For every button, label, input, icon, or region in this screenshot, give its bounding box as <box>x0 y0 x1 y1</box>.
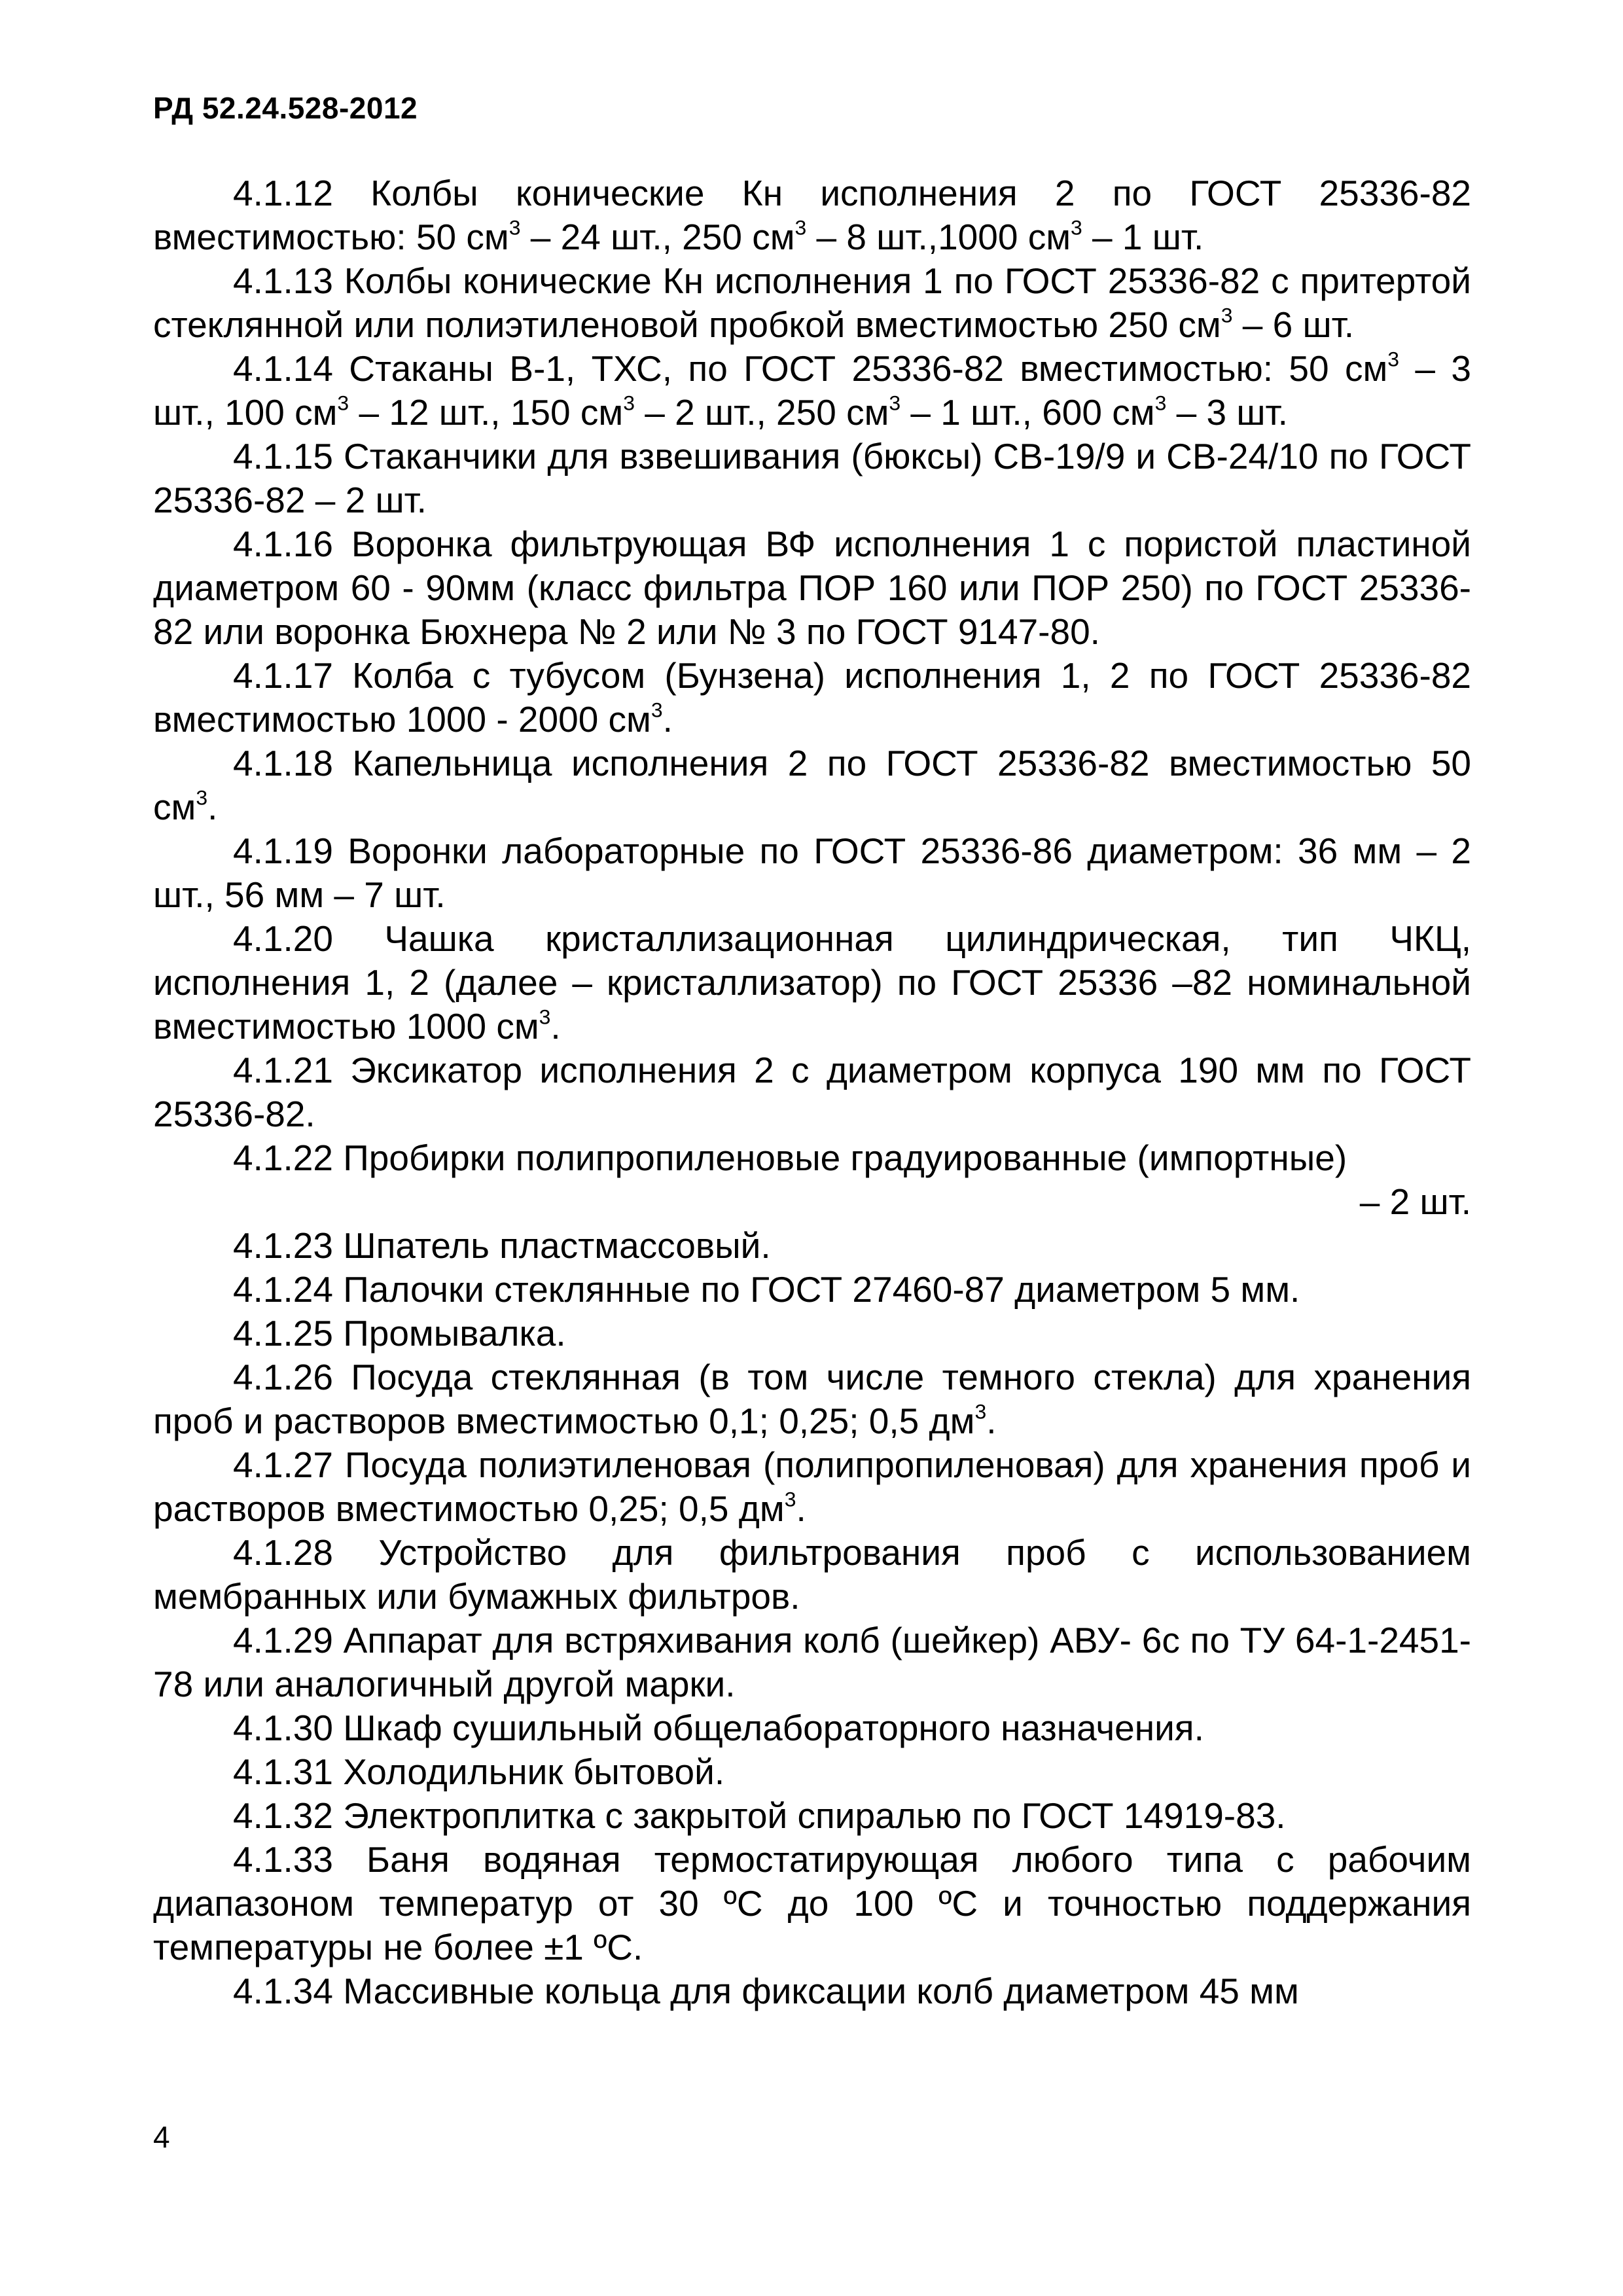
item-text: . <box>796 1488 806 1529</box>
list-item <box>153 829 1471 917</box>
list-item <box>153 654 1471 742</box>
list-item <box>153 1136 1471 1180</box>
item-text: – 12 шт., 150 см <box>349 392 624 433</box>
item-text: 4.1.18 Капельница исполнения 2 по ГОСТ 25336-82 вместимостью 50 см <box>153 743 1471 827</box>
list-item <box>153 1312 1471 1355</box>
list-item <box>153 522 1471 654</box>
list-item <box>153 1355 1471 1443</box>
superscript: 3 <box>623 391 635 415</box>
list-item <box>153 1969 1471 2013</box>
item-text: 4.1.25 Промывалка. <box>233 1313 566 1354</box>
item-text: – 24 шт., 250 см <box>520 217 795 257</box>
page-number: 4 <box>153 2120 170 2154</box>
item-text: 4.1.28 Устройство для фильтрования проб с использованием мембранных или бумажных фильтров. <box>153 1532 1471 1617</box>
superscript: 3 <box>1221 303 1233 327</box>
list-item <box>153 171 1471 259</box>
list-item <box>153 1531 1471 1619</box>
superscript: 3 <box>794 215 807 240</box>
list-item <box>153 1794 1471 1838</box>
item-text: . <box>986 1401 997 1441</box>
item-text: 4.1.32 Электроплитка с закрытой спиралью по ГОСТ 14919-83. <box>233 1795 1286 1836</box>
item-text: 4.1.20 Чашка кристаллизационная цилиндрическая, тип ЧКЦ, исполнения 1, 2 (далее – кристаллизатор) по ГОСТ 25336 –82 номинальной вместимостью 1000 см <box>153 918 1471 1047</box>
item-text: . <box>550 1006 561 1047</box>
superscript: 3 <box>539 1005 551 1029</box>
item-text: 4.1.21 Эксикатор исполнения 2 с диаметром корпуса 190 мм по ГОСТ 25336-82. <box>153 1050 1471 1134</box>
item-text: 4.1.31 Холодильник бытовой. <box>233 1751 725 1792</box>
item-text: 4.1.16 Воронка фильтрующая ВФ исполнения 1 с пористой пластиной диаметром 60 - 90мм (класс фильтра ПОР 160 или ПОР 250) по ГОСТ 25336-82 или воронка Бюхнера № 2 или № 3 по ГОСТ 9147-80. <box>153 524 1471 652</box>
list-item <box>153 1443 1471 1531</box>
item-text: – 3 шт. <box>1166 392 1288 433</box>
item-text: 4.1.17 Колба с тубусом (Бунзена) исполнения 1, 2 по ГОСТ 25336-82 вместимостью 1000 - 2000 см <box>153 655 1471 740</box>
list-item <box>153 742 1471 829</box>
superscript: 3 <box>889 391 901 415</box>
superscript: 3 <box>1154 391 1167 415</box>
item-text: 4.1.12 Колбы конические Кн исполнения 2 по ГОСТ 25336-82 вместимостью: 50 см <box>153 173 1471 257</box>
item-text: 4.1.26 Посуда стеклянная (в том числе темного стекла) для хранения проб и растворов вместимостью 0,1; 0,25; 0,5 дм <box>153 1357 1471 1441</box>
item-text: 4.1.23 Шпатель пластмассовый. <box>233 1225 771 1266</box>
item-text: 4.1.33 Баня водяная термостатирующая любого типа с рабочим диапазоном температур от 30 ºС до 100 ºС и точностью поддержания температуры не более ±1 ºС. <box>153 1839 1471 1967</box>
list-item <box>153 1268 1471 1312</box>
item-text: 4.1.27 Посуда полиэтиленовая (полипропиленовая) для хранения проб и растворов вместимостью 0,25; 0,5 дм <box>153 1444 1471 1529</box>
list-item <box>153 1750 1471 1794</box>
superscript: 3 <box>508 215 521 240</box>
item-text: . <box>207 787 218 827</box>
list-item <box>153 259 1471 347</box>
item-text: – 3 шт., 100 см <box>153 348 1471 433</box>
superscript: 3 <box>974 1399 987 1424</box>
list-item <box>153 1706 1471 1750</box>
superscript: 3 <box>196 785 208 810</box>
list-item <box>153 1838 1471 1969</box>
list-item <box>153 1619 1471 1706</box>
list-item <box>153 1224 1471 1268</box>
item-text: – 2 шт., 250 см <box>634 392 889 433</box>
item-text: 4.1.34 Массивные кольца для фиксации колб диаметром 45 мм <box>233 1971 1299 2011</box>
item-text: 4.1.24 Палочки стеклянные по ГОСТ 27460-87 диаметром 5 мм. <box>233 1269 1300 1310</box>
item-text: – 8 шт.,1000 см <box>806 217 1071 257</box>
item-text: 4.1.14 Стаканы В-1, ТХС, по ГОСТ 25336-82 вместимостью: 50 см <box>233 348 1388 389</box>
item-text: 4.1.22 Пробирки полипропиленовые градуированные (импортные) <box>233 1138 1347 1178</box>
item-text: 4.1.19 Воронки лабораторные по ГОСТ 25336-86 диаметром: 36 мм – 2 шт., 56 мм – 7 шт. <box>153 831 1471 915</box>
list-item <box>153 1049 1471 1136</box>
item-text: – 6 шт. <box>1232 304 1355 345</box>
superscript: 3 <box>1387 347 1400 371</box>
item-text: 4.1.30 Шкаф сушильный общелабораторного назначения. <box>233 1708 1204 1748</box>
list-item <box>153 917 1471 1049</box>
list-item <box>153 435 1471 522</box>
item-text: 4.1.15 Стаканчики для взвешивания (бюксы) СВ-19/9 и СВ-24/10 по ГОСТ 25336-82 – 2 шт. <box>153 436 1471 520</box>
superscript: 3 <box>651 698 663 722</box>
item-text: – 1 шт. <box>1082 217 1204 257</box>
superscript: 3 <box>1071 215 1082 240</box>
superscript: 3 <box>337 391 349 415</box>
item-text: . <box>662 699 673 740</box>
list-item <box>153 347 1471 435</box>
item-text: 4.1.29 Аппарат для встряхивания колб (шейкер) АВУ- 6с по ТУ 64-1-2451-78 или аналогичный другой марки. <box>153 1620 1471 1704</box>
document-header: РД 52.24.528-2012 <box>153 91 418 125</box>
item-text: 4.1.13 Колбы конические Кн исполнения 1 по ГОСТ 25336-82 с притертой стеклянной или полиэтиленовой пробкой вместимостью 250 см <box>153 260 1471 345</box>
document-body <box>153 171 1471 2013</box>
item-continuation: – 2 шт. <box>1359 1181 1471 1222</box>
superscript: 3 <box>784 1487 796 1511</box>
item-text: – 1 шт., 600 см <box>901 392 1155 433</box>
